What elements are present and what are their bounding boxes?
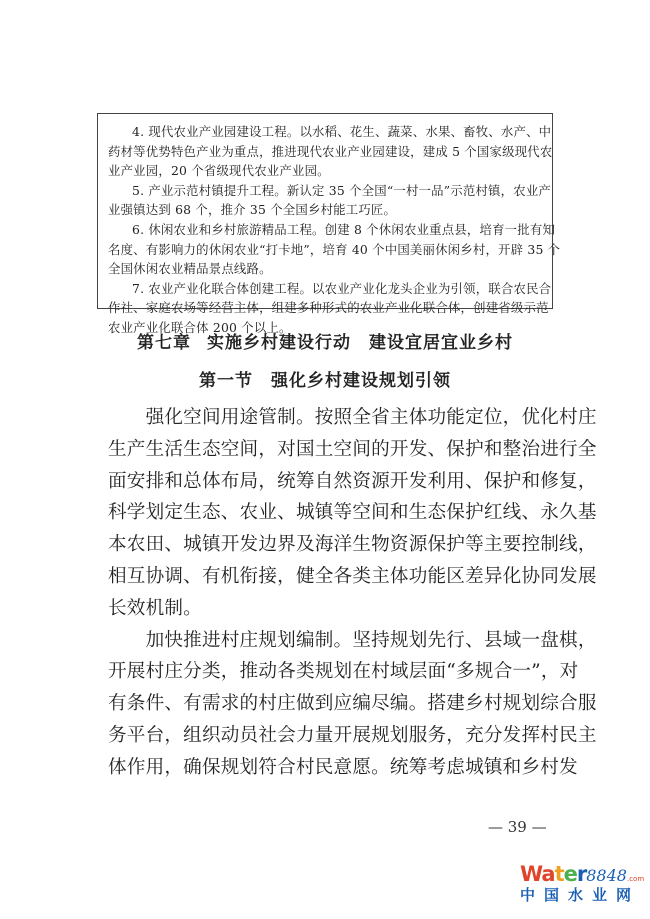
paragraph-line: 有条件、有需求的村庄做到应编尽编。搭建乡村规划综合服: [108, 693, 597, 715]
box-line: 4. 现代农业产业园建设工程。以水稻、花生、蔬菜、水果、畜牧、水产、中: [132, 124, 552, 139]
paragraph-line: 生产生活生态空间，对国土空间的开发、保护和整治进行全: [108, 438, 597, 460]
section-number: 第一节: [199, 371, 253, 391]
box-line: 5. 产业示范村镇提升工程。新认定 35 个全国“一村一品”示范村镇，农业产: [132, 182, 552, 198]
box-line: 全国休闲农业精品景点线路。: [108, 261, 272, 277]
body-text: [108, 402, 597, 784]
box-line: 业产业园，20 个省级现代农业产业园。: [108, 163, 330, 179]
paragraph-line: 开展村庄分类，推动各类规划在村域层面“多规合一”，对: [108, 661, 579, 683]
box-line: 药材等优势特色产业为重点，推进现代农业产业园建设，建成 5 个国家级现代农: [108, 143, 553, 159]
box-line: 作社、家庭农场等经营主体，组建多种形式的农业产业化联合体，创建省级示范: [108, 300, 549, 316]
paragraph-line: 本农田、城镇开发边界及海洋生物资源保护等主要控制线，: [108, 534, 597, 556]
box-line: 7. 农业产业化联合体创建工程。以农业产业化龙头企业为引领，联合农民合: [132, 280, 552, 296]
paragraph-line: 体作用，确保规划符合村民意愿。统筹考虑城镇和乡村发: [108, 756, 578, 778]
paragraph: [108, 625, 597, 784]
box-line: 6. 休闲农业和乡村旅游精品工程。创建 8 个休闲农业重点县，培育一批有知: [132, 221, 556, 237]
paragraph: [108, 402, 597, 625]
section-heading: 强化乡村建设规划引领: [271, 371, 451, 391]
paragraph-line: 面安排和总体布局，统筹自然资源开发利用、保护和修复，: [108, 470, 597, 492]
chapter-heading: 实施乡村建设行动 建设宜居宜业乡村: [207, 333, 513, 353]
paragraph-line: 务平台，组织动员社会力量开展规划服务，充分发挥村民主: [108, 724, 597, 746]
box-line: 农业产业化联合体 200 个以上。: [108, 319, 292, 335]
box-line: 业强镇达到 68 个，推介 35 个全国乡村能工巧匠。: [108, 202, 397, 218]
chapter-number: 第七章: [137, 333, 191, 353]
paragraph-line: 相互协调、有机衔接，健全各类主体功能区差异化协同发展: [108, 565, 597, 587]
section-title: [0, 366, 650, 391]
paragraph-line: 科学划定生态、农业、城镇等空间和生态保护红线、永久基: [108, 502, 597, 524]
box-line: 名度、有影响力的休闲农业“打卡地”，培育 40 个中国美丽休闲乡村，开辟 35 个: [108, 241, 561, 257]
paragraph-line: 长效机制。: [108, 597, 202, 619]
paragraph-line: 加快推进村庄规划编制。坚持规划先行、县域一盘棋，: [108, 629, 597, 651]
chapter-title: [0, 328, 650, 353]
watermark-logo: Water8848.com 中国水业网: [520, 862, 645, 904]
project-box: [97, 113, 561, 335]
paragraph-line: 强化空间用途管制。按照全省主体功能定位，优化村庄: [108, 407, 597, 428]
page-number: — 39 —: [488, 818, 547, 836]
